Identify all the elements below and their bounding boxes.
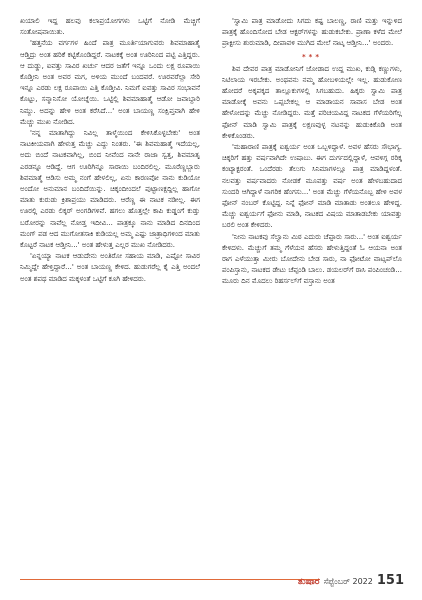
issue-date: ಸೆಪ್ಟೆಂಬರ್ 2022 bbox=[323, 577, 373, 586]
paragraph: 'ನೀನು ನಾಟಕವು ಸೆಲ್ವಾನು ಮಿಠ ಎದುರು ಚೆಪ್ಪಾರು ಸಾರು...' ಅಂತ ಐಶ್ವರ್ಯ ಕೇಳಿದಳು. ಮೆಚ್ಚುಗೆ ತಮ್ಮ ಗೆಳೆಯನ ಹೆಸರು ಹೇಳುತ್ತಿದ್ದಂತೆ ಓ ಆಯನಾ ಅಂತ ರಾಗ ಎಳೆಯುತ್ತಾ ಮೀರು ಬೋದೇನು ಬೇಡ ಸಾರು, ನಾ ಫೋಟೋ ವಾಟ್ಸಪ್‌ಲೊ ಪಂಪಿಸ್ತಾನು, ನಾಟಕದ ಡೇಟು ಚೆಪ್ಪಂಡಿ ಬಾಲು. ಡಯಲರ್‌ಗೆ ರಾಸಿ ಪಂಪಿಂಚಂಡಿ... ಮೂರು ದಿನ ಮೊದಲು ರಿಹರ್ಸಲ್‌ಗೆ ವಸ್ತಾನು ಅಂತ bbox=[222, 232, 402, 286]
paragraph: 'ನನ್ನ ಮಾತಾಗಿದ್ದು ನಿವಿಲ್ಲ ತಾಳ್ಮೆಯಿಂದ ಕೇಳಿಸಿಕೊಳ್ಳಬೇಕು' ಅಂತ ನಾಟಕೀಯವಾಗಿ ಹೇಳುತ್ತ ಮೆಚ್ಚು ಎದ್ದು ನಿಂತರು. 'ಈ ಶಿವಮಹಾತ್ಮೆ ಇದೆಯಲ್ಲ, ಅದು ಬಿಂದೆ ನಾಟಕವಾಗಿಲ್ಲ, ಬಿಂದ ನೀವೆಂದ ನಾನೇ ರಾಜಾ ಸ್ವತ್ತ, ಶಿವಮಾತೃ ಎರಡನ್ನೂ ಆಡಿದ್ದೆ. ಆಗ ಊರಿಗಿನ್ನೂ ಸಾರಾಯಿ ಬಂದಿರಲಿಲ್ಲ. ಮೂರೆಣ್ಣಬ್ಬಾರು ಶಿವಮಾತ್ಮೆ ಆಡಿಸು ಅಮ್ಮ ನಂಗೆ ಹೇಳಲಿಲ್ಲ, ಏನು ಕಾರಣವೋ ನಾನು ಕುಡಿಯೋ ಅಂದೋ ಅನುಮಾನ ಬಂದಿದೆಯಿನ್ನು. ಚಿಕ್ಕಂದೀಂದಲೆ ಪುಟ್ಟಾಣಕ್ಷದ್ದಿಲ್ಲ ಹಾಗೋ ಮಾತು ಕುರುಡು ಕ್ರಿಶಾಪ್ರಯು ಮಾಡಿದರು. ಆರೆಣ್ಣ ಈ ನಾಟಕ ನಡೀಲ್ಲ. ಈಗ ಊರಲ್ಲಿ ಎರಡು ಲಿಕ್ಕರ್ ಅಂಗಡಿಗಳಿವೆ. ಹಗಲು ಹೊತ್ತಲ್ಲೇ ಕಾಪಿ ಕುಡ್ಡಂಗೆ ಕುಡ್ತು ಬರೋರನ್ನು ನಾವೆಲ್ಲ ನೋಡ್ತ ಇದೀವಿ... ಪಾತ್ರಕ್ಕೂ ನಾನು ಮಾಡಿದ ದಿನದಿಂದ ಮಂಗ್ ಪಡ ಆದ ಮುಗೋತಸಾಕಿ ಕುಡಿಯಲ್ಲ ಅಮ್ಮ ಎಷ್ಟು ಜಾತ್ರಾಧಿಗಳಿಂದ ಮಾತು ಕೊಟ್ಟರೆ ನಾಟಕ ಆಡ್ತೀನಿ...' ಅಂತ ಹೇಳುತ್ತ ಎಲ್ಲರ ಮುಖ ನೋಡಿದರು. bbox=[20, 129, 200, 250]
left-column bbox=[20, 16, 200, 564]
page-footer bbox=[0, 570, 422, 588]
text-columns bbox=[20, 16, 402, 564]
paragraph: ಖಯಾಲಿ ಇದ್ದ ಹಲವು ಕಲಾಪ್ರಯೋಗಗಳು ಒಟ್ಟಿಗೆ ನೋಡಿ ಮೆಚ್ಚಿಗೆ ಸಂತೋಷವಾಯಿತು. bbox=[20, 17, 200, 37]
right-column bbox=[222, 16, 402, 564]
paragraph: 'ಸ್ವಾಮಿ ಪಾತ್ರ ಮಾಡೋದು ಸಿಗದು ಕಷ್ಟ ಬಾಲಣ್ಣ, ರಾಣಿ ಮತ್ತು ಇನ್ನುಳಿದ ಪಾತ್ರಕ್ಕೆ ಹೊಂದಿಸೋದ ಬೇಡ ಆಕ್ಟರ್‌ಗಳನ್ನು ಹುಡುಕಬೇಕು. ಪ್ರಾಣಾ ಕಳೆದ ಮೇಲೆ ಪ್ರಾಕ್ಟೀಸು ಶುರುಮಾಡಿ, ದೀಪಾವಳಿ ಮುಗಿದ ಮೇಲೆ ನಾಟ್ಕ ಆಡ್ತೀನಿ...' ಅಂದರು. bbox=[222, 17, 402, 48]
footer-rule bbox=[20, 579, 320, 580]
paragraph: 'ಮಹಾರಾಣಿ ಪಾತ್ರಕ್ಕೆ ಐಶ್ವರ್ಯ ಅಂತ ಒಬ್ಬಳಿದ್ದಾಳೆ. ಅವಳ ಹೆಸರು ಸೌಭಾಗ್ಯ. ಚಿಕ್ಕರಿಗೆ ಹತ್ತು ವರ್ಷವಾಗಿದೇ ಉಷಾಬು. ಈಗ ದುರ್ಗದಲ್ಲಿದ್ದಾಳೆ, ಆವಳಿಗ್ಗ ರರಿಕ್ಕ ಕಂಟ್ಯಾಕ್ಟರಂತೆ. ಒಂದೆರಡು ತೆಲುಗು ಸಿನಿಮಾಗಳಲ್ಲೂ ಪಾತ್ರ ಮಾಡಿದ್ದಳಂತೆ. ನಲವತ್ತು ವರ್ಷವಾದರು ನೋಡಕೆ ಮೂವತ್ತು ವರ್ಷ ಅಂತ ಹೇಳಬಹುದಾದ ಸುಂದರಿ ಆಗಿದ್ದಾಳೆ ನಾಗರಿಕ ಹೆಂಗಸು...' ಅಂತ ಮೆಚ್ಚು ಗೆಳೆಯನೊಬ್ಬ ಹೇಳಿ ಅವಳ ಫೋನ್ ನಂಬರ್ ಕೊಟ್ಟಿದ್ದ. ನಿನ್ನೆ ಫೋನ್ ಮಾಡಿ ಮಾತಾಡು ಅಂತಲೂ ಹೇಳಿದ್ದ. ಮೆಚ್ಚು ಐಶ್ವರ್ಯಗೆ ಫೋನು ಮಾಡಿ, ನಾಟಕದ ವಿಷಯ ಮಾತಾಡಬೇಕು ಯಾವತ್ತು ಬರಲಿ ಅಂತ ಕೇಳಿದರು. bbox=[222, 143, 402, 230]
paragraph: 'ಹತ್ತನೆಯ ವರ್ಗಗಳ ಹಿಂದೆ ಪಾತ್ರ ಮೂರ್ತಿಯಾಗುವರು ಶಿವಮಾಹಾತ್ಮೆ ಆಡ್ತಿದ್ರು ಅಂತ ಹರಿಕೆ ಕಟ್ಟಿಕೊಂಡಿದ್ದರೆ. ನಾಟಕಕ್ಕೆ ಅಂತ ಊರಿನಿಂದ ಪಟ್ಟಿ ಎತ್ತಿದ್ದರು. ಆ ದುಡ್ಡು, ಐವತ್ತು ಸಾವಿರ ಖರ್ಚು ಆದರ ಜತೆಗೆ ಇನ್ನೂ ಒಂದು ಲಕ್ಷ ರೂಪಾಯಿ ಕೊಡ್ತೀನಿ ಅಂತ ಅವರ ಮಗ, ಅಳಿಯ ಮುಂದೆ ಬಂದವರೆ. ಊರವರೆಲ್ಲಾ ಸೇರಿ ಇನ್ನೂ ಎರಡು ಲಕ್ಷ ರೂಪಾಯಿ ಎತ್ತಿ ಕೊಡ್ತೀವಿ. ನಿಮಗೆ ಐವತ್ತು ಸಾವಿರ ಸಂಭಾವನೆ ಕೊಟ್ಟು, ಸನ್ಮಾನಿಸೋ ಯೋಚ್ನೆಯಿ. ಒಟ್ಟಿಲ್ಲಿ ಶಿವಮಾಹಾತ್ಮೆ ಆಡೋ ಜವಾಬ್ದಾರಿ ನಿಮ್ದು. ಅದನ್ನು ಹೇಳಿ ಅಂತ ಕರೆಸಿದೆ...' ಅಂತ ಬಾಯಣ್ಣ ಸಂಕ್ಷಿಪ್ತವಾಗಿ ಹೇಳಿ ಮೆಚ್ಚು ಮುಖ ನೋಡಿದ. bbox=[20, 39, 200, 126]
footer-info bbox=[298, 573, 404, 588]
magazine-logo: ತುಷಾರ bbox=[297, 577, 320, 587]
paragraph: 'ಏನ್ನಯ್ಯಾ ನಾಟಕ ಆಡುದೇನು ಅಂತಿರೋ ಸಹಾಯ ಮಾಡಿ, ಎಷ್ಟೋ ಸಾವಿರ ನಿಮ್ಮಿದ್ದೇ ಹೇಳ್ತಿದ್ದಾರೆ...' ಅಂತ ಬಾಯಣ್ಣ ಕೇಳಿದ. ಹುಡುಗರೆಲ್ಲ ಕೈ ಎತ್ತಿ ಅಂದಲೆ ಅಂತ ಶಪಥ ಮಾಡಿದ ಮಕ್ಕಳಂತೆ ಒಟ್ಟಿಗೆ ಕೂಗಿ ಹೇಳಿದರು. bbox=[20, 252, 200, 283]
section-separator: *** bbox=[302, 52, 322, 61]
paragraph: ಶಿವ ದೇವರ ಪಾತ್ರ ಮಾಡೋನಿಗೆ ಜೋಡಾದ ಉದ್ದ ಮುಖ, ಕುಡ್ಗಿ ಕಣ್ಣುಗಳು, ನಿಟಿಲಾಯ ಇರಬೇಕು. ಅಂಥವನು ನಮ್ಮ ಹೋಬಳಿಯಲ್ಲೇ ಇಲ್ಲ. ಹುಡುಕೋಣ ಹೋದರೆ ಅಕ್ಕಪಕ್ಕದ ತಾಲ್ಲೂಕುಗಳಲ್ಲಿ ಸಿಗಬಹುದು. ಹಿಕ್ಕರು ಸ್ವಾಮಿ ಪಾತ್ರ ಮಾಡೋಕ್ಕೆ ಅವನು ಒಪ್ಪಬೇಕಲ್ಲ ಆ ಮಾಡಾಯನ ಸಾವಾಸ ಬೇಡ ಅಂತ ಹೇಳೋದನ್ನು ಮೆಚ್ಚು ನೋಡಿದ್ದರು. ಮತ್ತೆ ಪರಿಚಯವಿದ್ದ ನಾಟಕದ ಗೆಳೆಯರಿಗೆಲ್ಲ ಫೋನ್ ಮಾಡಿ ಸ್ವಾಮಿ ಪಾತ್ರಕ್ಕೆ ಲಕ್ಷಣವುಳ್ಳ ನಟನನ್ನು ಹುಡುಕಿಕೊಡಿ ಅಂತ ಕೇಳಿಕೊಂಡರು. bbox=[222, 64, 402, 140]
page-number: 151 bbox=[376, 573, 404, 588]
